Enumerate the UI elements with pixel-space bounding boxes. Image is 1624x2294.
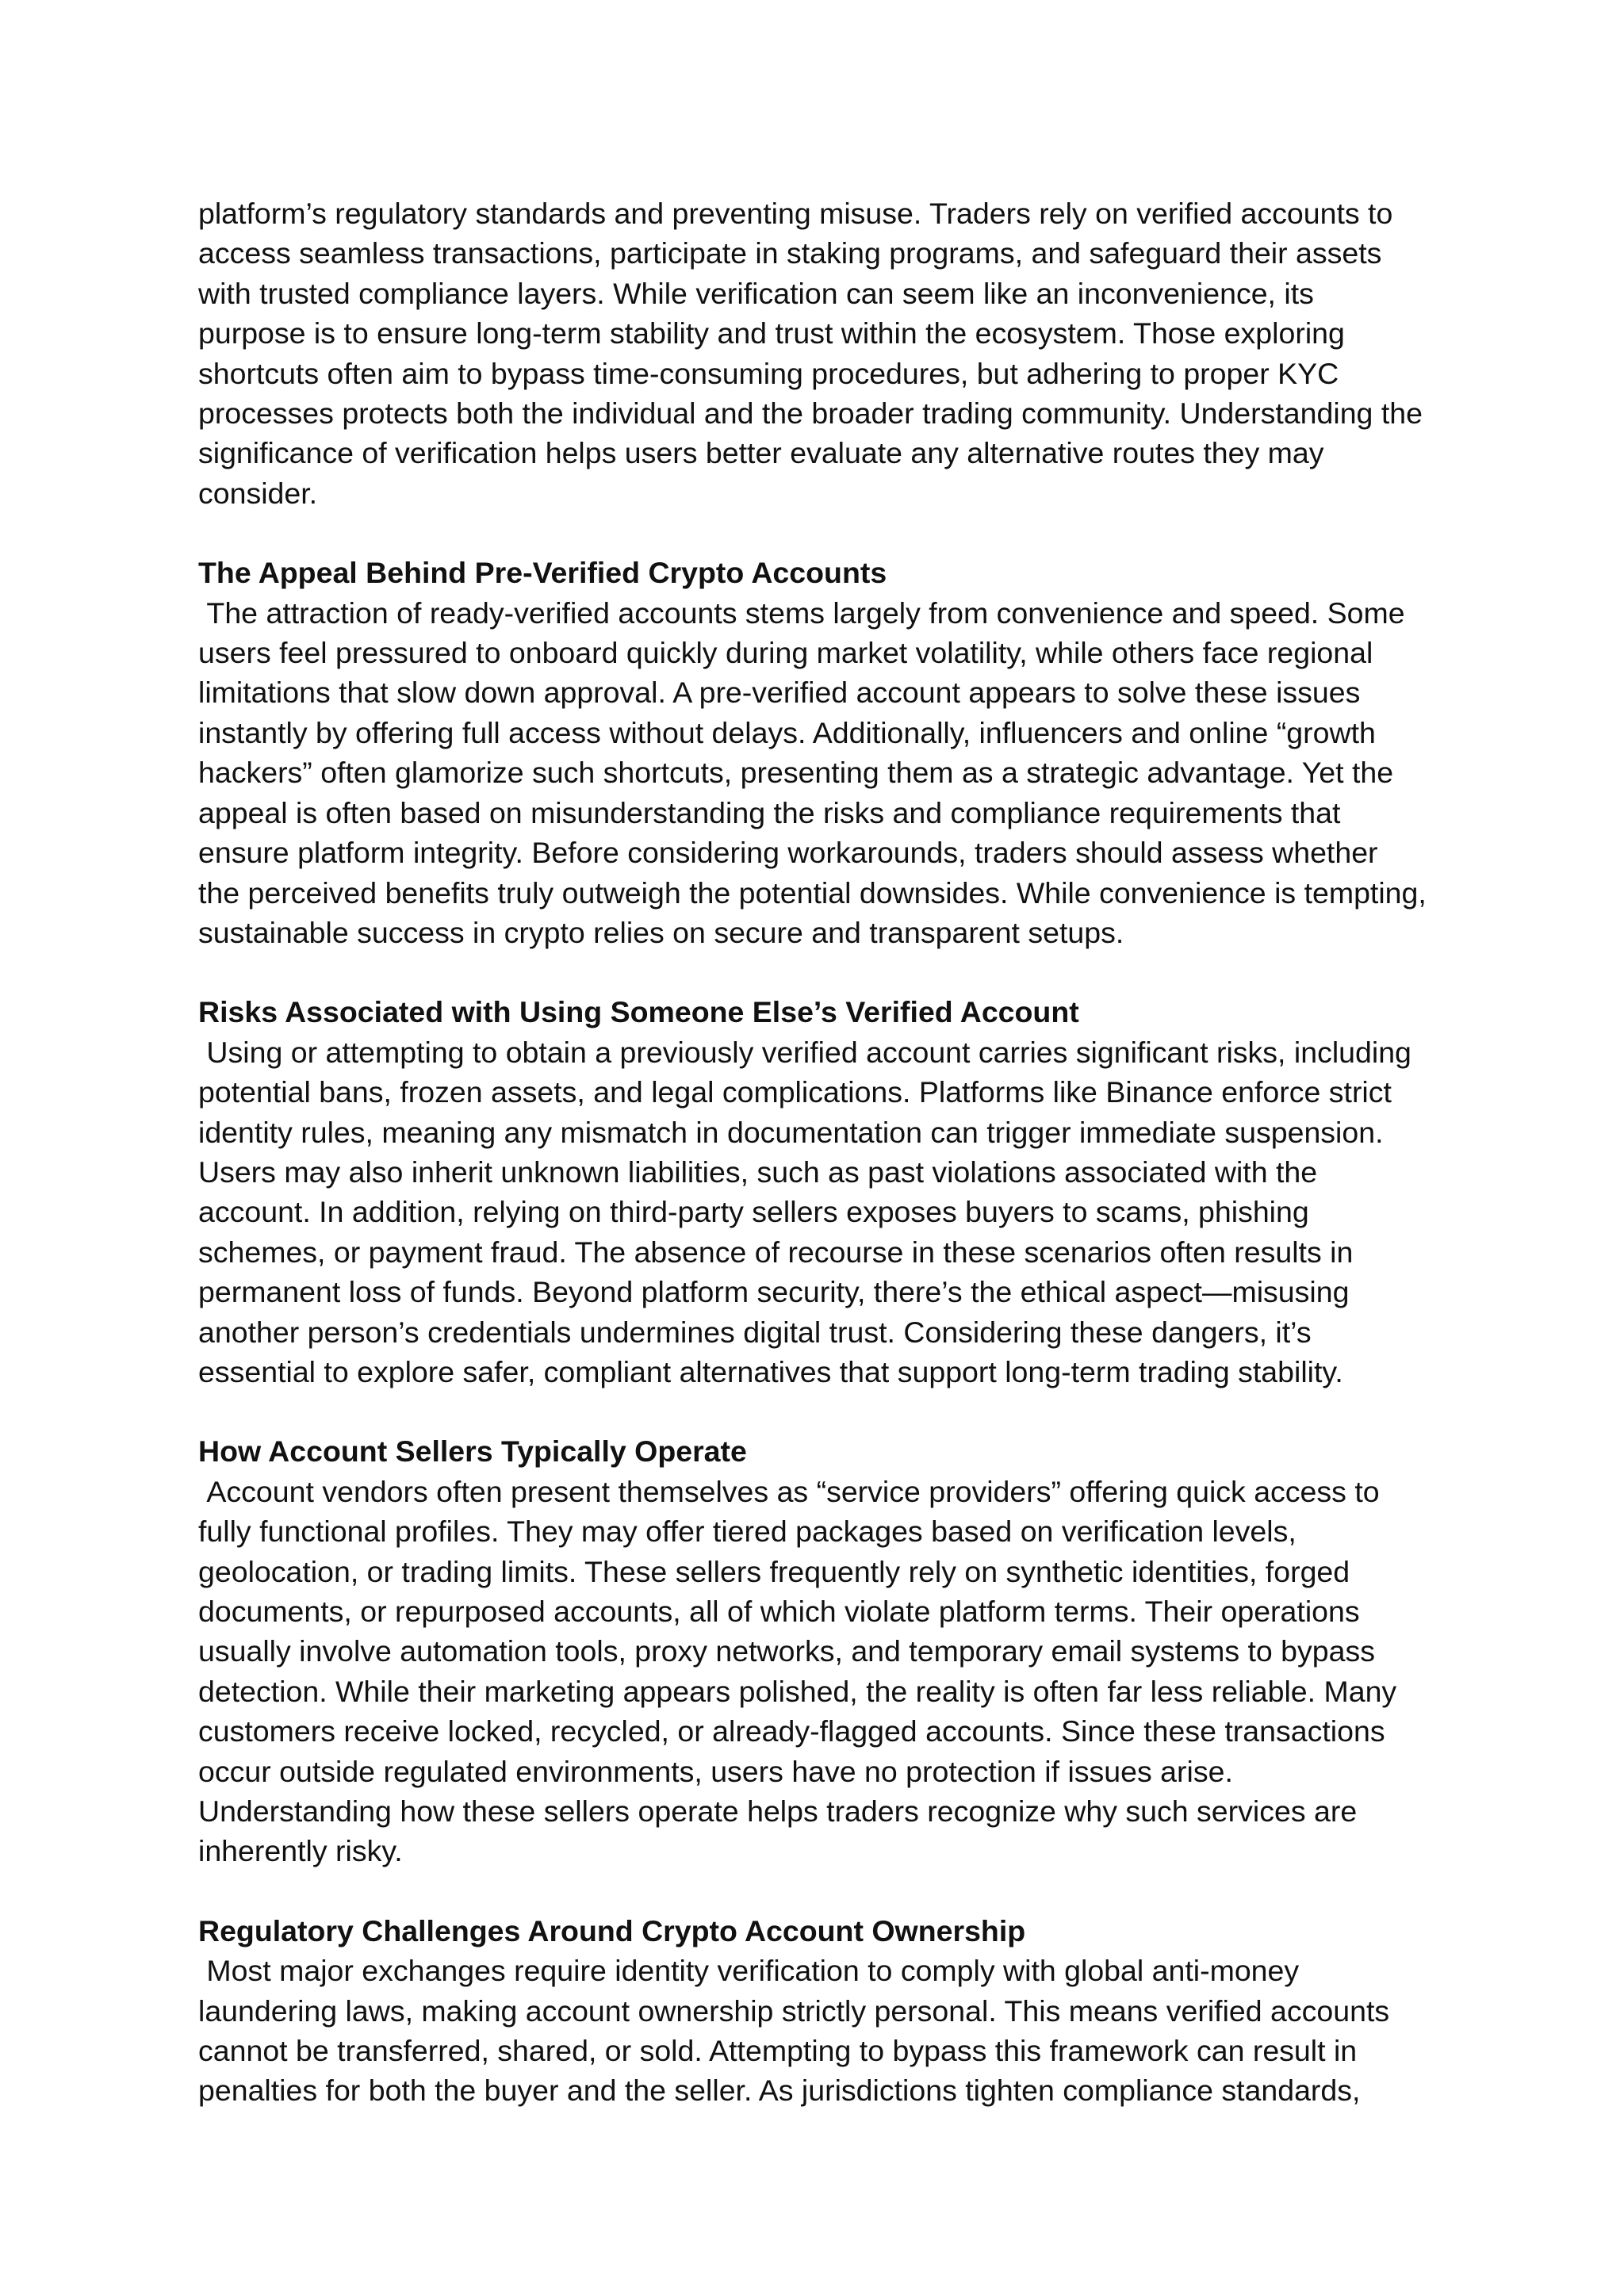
section-body: Most major exchanges require identity verification to comply with global anti-money laundering laws, making account ownership strictly personal. This means verified accounts cannot be transferred, shared, or sold. Attempting to bypass this framework can result in penalties for both the buyer and the seller. As jurisdictions tighten compliance standards,	[198, 1954, 1398, 2108]
section-risks	[198, 992, 1427, 1392]
section-heading: The Appeal Behind Pre-Verified Crypto Accounts	[198, 556, 887, 590]
section-heading: Regulatory Challenges Around Crypto Account Ownership	[198, 1913, 1026, 1947]
section-body: The attraction of ready-verified accounts stems largely from convenience and speed. Some users feel pressured to onboard quickly during market volatility, while others face regional limitations that slow down approval. A pre-verified account appears to solve these issues instantly by offering full access without delays. Additionally, influencers and online “growth hackers” often glamorize such shortcuts, presenting them as a strategic advantage. Yet the appeal is often based on misunderstanding the risks and compliance requirements that ensure platform integrity. Before considering workarounds, traders should assess whether the perceived benefits truly outweigh the potential downsides. While convenience is tempting, sustainable success in crypto relies on secure and transparent setups.	[198, 596, 1435, 949]
section-body: Account vendors often present themselves as “service providers” offering quick access to fully functional profiles. They may offer tiered packages based on verification levels, geolocation, or trading limits. These sellers frequently rely on synthetic identities, forged documents, or repurposed accounts, all of which violate platform terms. Their operations usually involve automation tools, proxy networks, and temporary email systems to bypass detection. While their marketing appears polished, the reality is often far less reliable. Many customers receive locked, recycled, or already-flagged accounts. Since these transactions occur outside regulated environments, users have no protection if issues arise. Understanding how these sellers operate helps traders recognize why such services are inherently risky.	[198, 1474, 1405, 1868]
section-appeal	[198, 553, 1435, 952]
section-sellers	[198, 1431, 1427, 1871]
section-body: Using or attempting to obtain a previously verified account carries significant risks, including potential bans, frozen assets, and legal complications. Platforms like Binance enforce strict identity rules, meaning any mismatch in documentation can trigger immediate suspension. Users may also inherit unknown liabilities, such as past violations associated with the account. In addition, relying on third-party sellers exposes buyers to scams, phishing schemes, or payment fraud. The absence of recourse in these scenarios often results in permanent loss of funds. Beyond platform security, there’s the ethical aspect—misusing another person’s credentials undermines digital trust. Considering these dangers, it’s essential to explore safer, compliant alternatives that support long-term trading stability.	[198, 1035, 1420, 1388]
intro-paragraph: platform’s regulatory standards and preventing misuse. Traders rely on verified accounts to access seamless transactions, participate in staking programs, and safeguard their assets with trusted compliance layers. While verification can seem like an inconvenience, its purpose is to ensure long-term stability and trust within the ecosystem. Those exploring shortcuts often aim to bypass time-consuming procedures, but adhering to proper KYC processes protects both the individual and the broader trading community. Understanding the significance of verification helps users better evaluate any alternative routes they may consider.	[198, 197, 1423, 510]
section-heading: How Account Sellers Typically Operate	[198, 1434, 747, 1469]
section-heading: Risks Associated with Using Someone Else’s Verified Account	[198, 995, 1079, 1029]
section-regulatory	[198, 1911, 1427, 2111]
